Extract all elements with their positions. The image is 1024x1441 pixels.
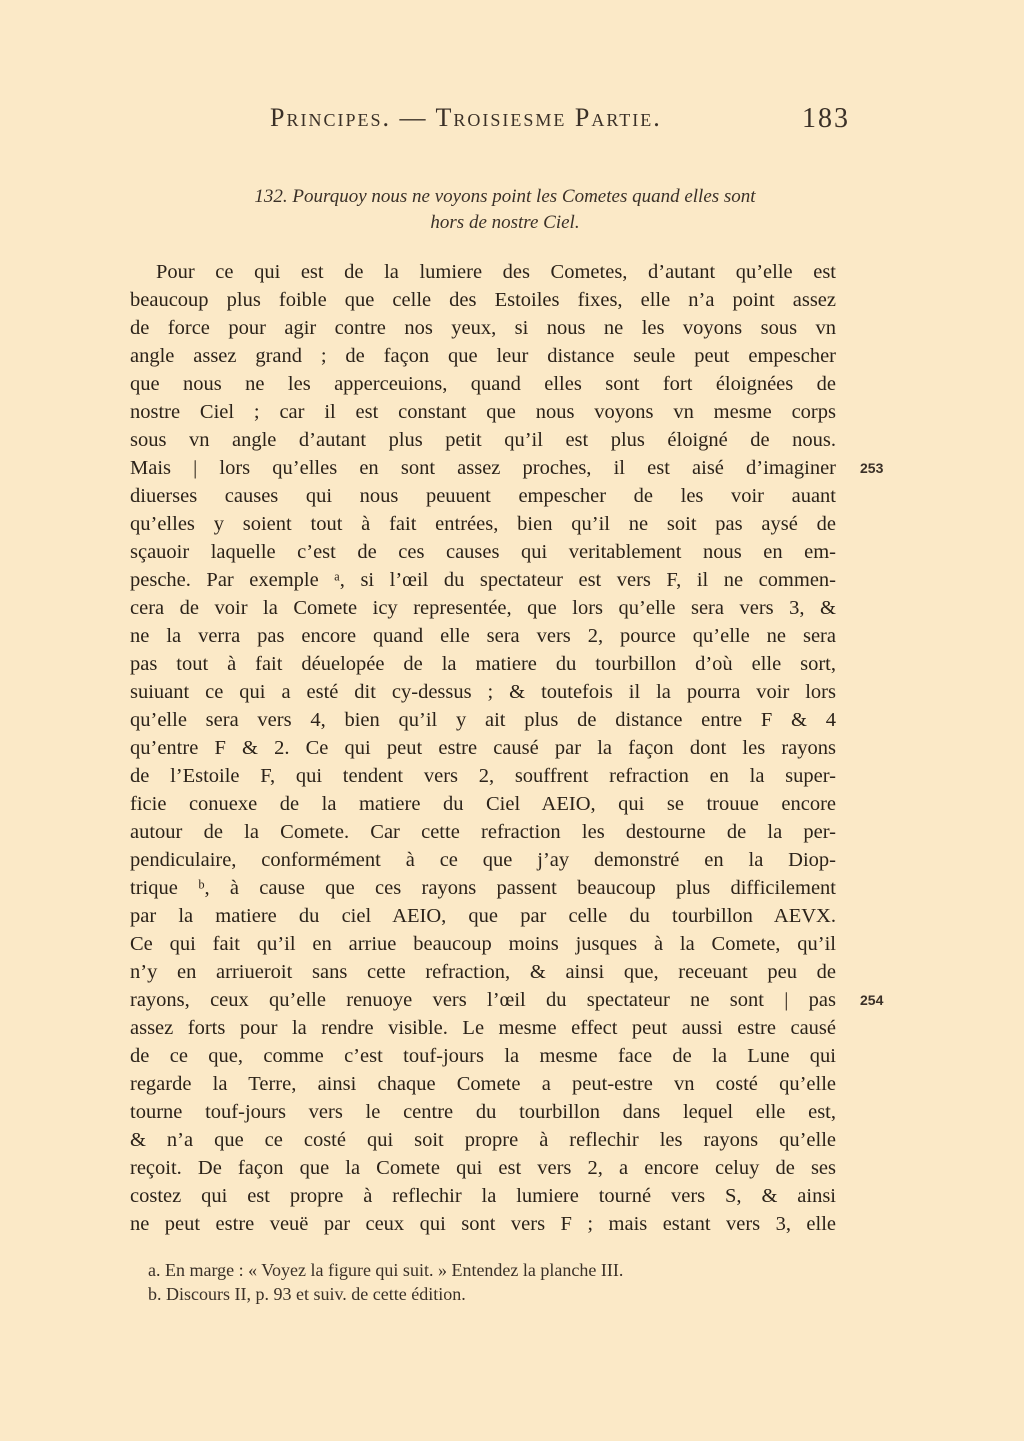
text-line: reçoit. De façon que la Comete qui est vers 2, a encore celuy de ses [130,1157,836,1179]
page-number: 183 [802,103,850,134]
text-line: sous vn angle d’autant plus petit qu’il est plus éloigné de nous. [130,429,836,451]
margin-page-number: 253 [860,460,884,476]
text-line: diuerses causes qui nous peuuent empescher de les voir auant [130,485,836,507]
footnotes [148,1258,838,1306]
text-line: Mais | lors qu’elles en sont assez proches, il est aisé d’imaginer [130,457,836,479]
text-line: tourne touf-jours vers le centre du tourbillon dans lequel elle est, [130,1101,836,1123]
text-line: ne peut estre veuë par ceux qui sont vers F ; mais estant vers 3, elle [130,1213,836,1235]
footnote: a. En marge : « Voyez la figure qui suit. » Entendez la planche III. [148,1260,624,1280]
text-line: & n’a que ce costé qui soit propre à reflechir les rayons qu’elle [130,1129,836,1151]
text-line: de l’Estoile F, qui tendent vers 2, souffrent refraction en la super- [130,765,836,787]
text-line: que nous ne les apperceuions, quand elles sont fort éloignées de [130,373,836,395]
margin-page-number: 254 [860,992,884,1008]
text-line: n’y en arriueroit sans cette refraction, & ainsi que, receuant peu de [130,961,836,983]
body-text [130,258,836,1238]
text-line: sçauoir laquelle c’est de ces causes qui veritablement nous en em- [130,541,836,563]
text-line: cera de voir la Comete icy representée, que lors qu’elle sera vers 3, & [130,597,836,619]
text-line: assez forts pour la rendre visible. Le mesme effect peut aussi estre causé [130,1017,836,1039]
text-line: regarde la Terre, ainsi chaque Comete a peut-estre vn costé qu’elle [130,1073,836,1095]
text-line: costez qui est propre à reflechir la lumiere tourné vers S, & ainsi [130,1185,836,1207]
text-line: pas tout à fait déuelopée de la matiere du tourbillon d’où elle sort, [130,653,836,675]
text-line: ficie conuexe de la matiere du Ciel AEIO, qui se trouue encore [130,793,836,815]
text-line: pendiculaire, conformément à ce que j’ay demonstré en la Diop- [130,849,836,871]
text-line: suiuant ce qui a esté dit cy-dessus ; & toutefois il la pourra voir lors [130,681,836,703]
text-line: rayons, ceux qu’elle renuoye vers l’œil du spectateur ne sont | pas [130,989,836,1011]
text-line: autour de la Comete. Car cette refraction les destourne de la per- [130,821,836,843]
text-line: de ce que, comme c’est touf-jours la mesme face de la Lune qui [130,1045,836,1067]
section-heading [150,184,860,236]
text-line: ne la verra pas encore quand elle sera vers 2, pource qu’elle ne sera [130,625,836,647]
running-head-title: Principes. — Troisiesme Partie. [270,103,662,132]
text-line: par la matiere du ciel AEIO, que par celle du tourbillon AEVX. [130,905,836,927]
text-line: angle assez grand ; de façon que leur distance seule peut empescher [130,345,836,367]
text-line: beaucoup plus foible que celle des Estoiles fixes, elle n’a point assez [130,289,836,311]
text-line: pesche. Par exemple ᵃ, si l’œil du spectateur est vers F, il ne commen- [130,569,836,591]
text-line: qu’elle sera vers 4, bien qu’il y ait plus de distance entre F & 4 [130,709,836,731]
running-head [270,103,850,139]
text-line: nostre Ciel ; car il est constant que nous voyons vn mesme corps [130,401,836,423]
text-line: de force pour agir contre nos yeux, si nous ne les voyons sous vn [130,317,836,339]
footnote: b. Discours II, p. 93 et suiv. de cette édition. [148,1284,466,1304]
text-line: Ce qui fait qu’il en arriue beaucoup moins jusques à la Comete, qu’il [130,933,836,955]
section-heading-line: 132. Pourquoy nous ne voyons point les Cometes quand elles sont [254,186,756,207]
text-line: Pour ce qui est de la lumiere des Cometes, d’autant qu’elle est [156,261,836,283]
section-heading-line: hors de nostre Ciel. [430,212,580,233]
text-line: trique ᵇ, à cause que ces rayons passent beaucoup plus difficilement [130,877,836,899]
text-line: qu’elles y soient tout à fait entrées, bien qu’il ne soit pas aysé de [130,513,836,535]
text-line: qu’entre F & 2. Ce qui peut estre causé par la façon dont les rayons [130,737,836,759]
